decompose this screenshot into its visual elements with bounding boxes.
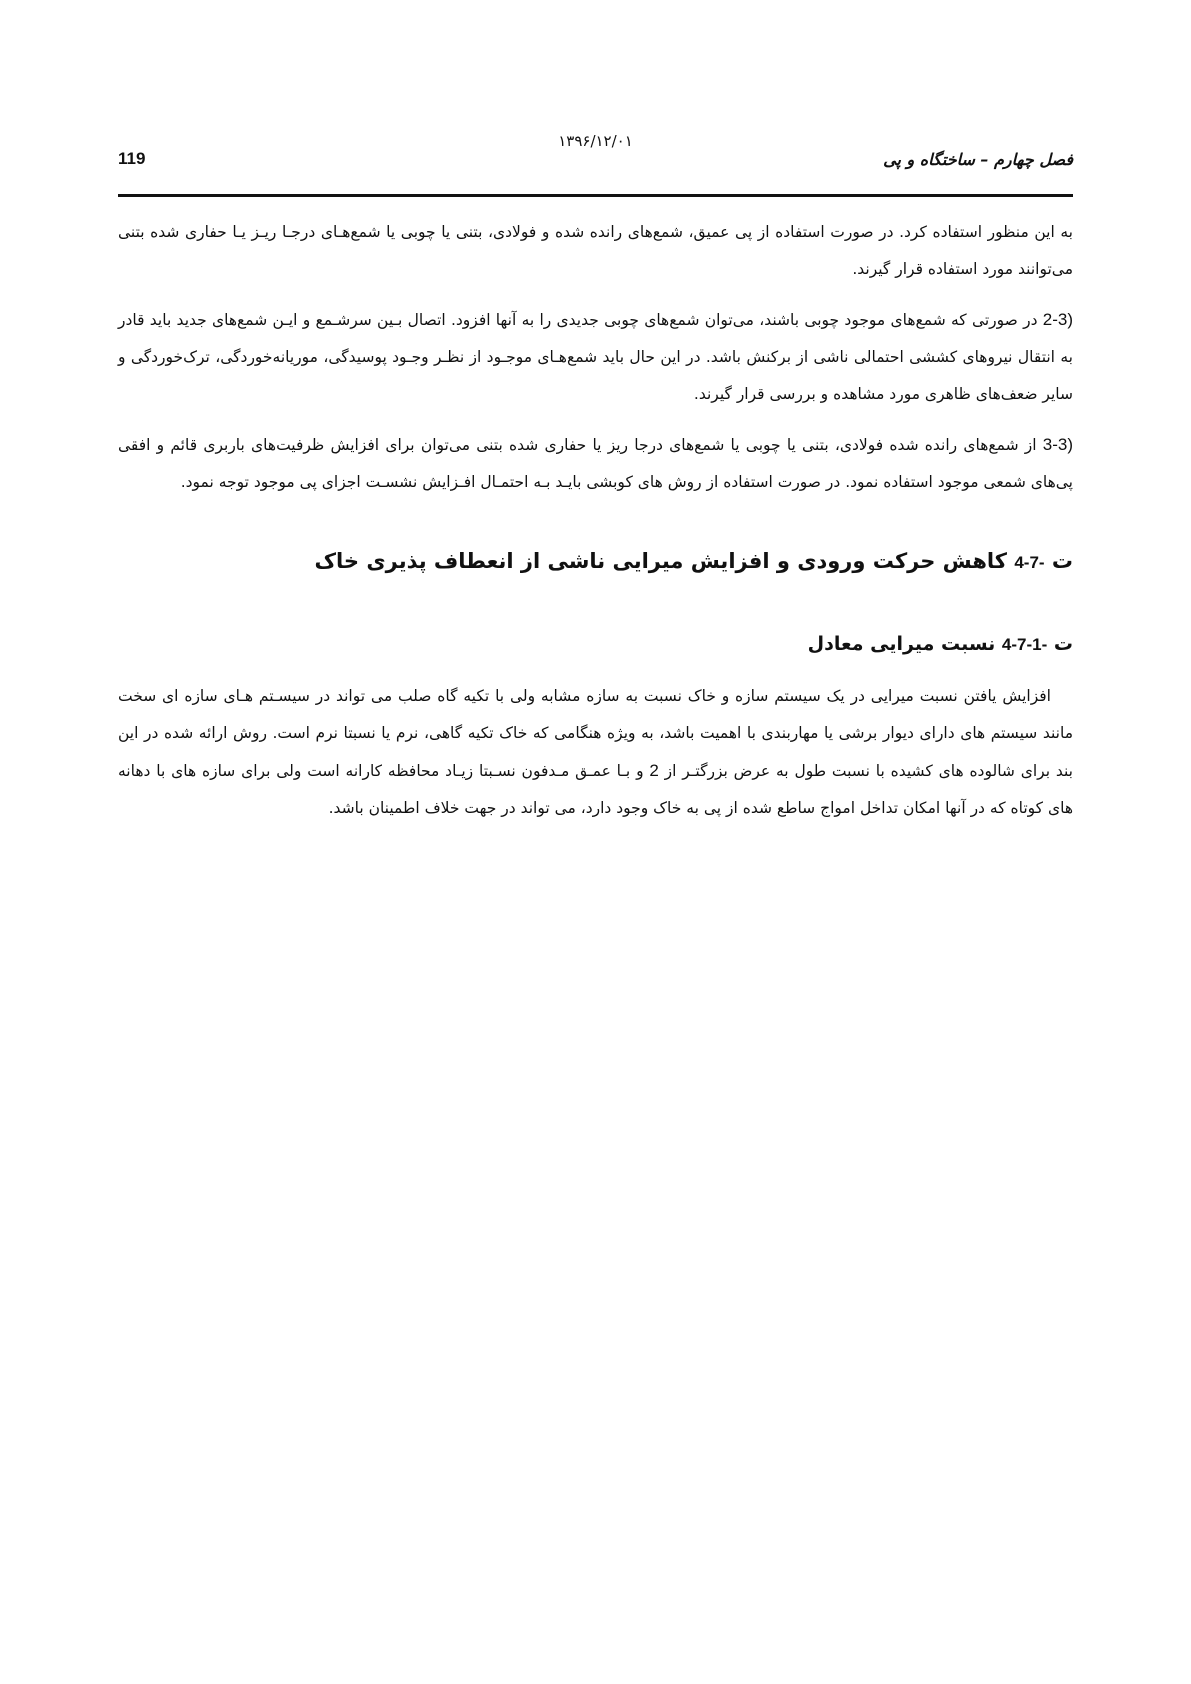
inline-number: 2 — [649, 761, 659, 780]
item-text: از شمع‌های رانده شده فولادی، بتنی یا چوبی یا شمع‌های درجا ریز یا حفاری شده بتنی می‌توان برای افزایش ظرفیت‌های باربری قائم و افقی پی‌های شمعی موجود استفاده نمود. در صورت استفاده از روش های کوبشی بایـد بـه احتمـال افـزایش نشسـت اجزای پی موجود توجه نمود. — [118, 436, 1073, 491]
item-number: 3-3) — [1042, 435, 1073, 454]
page-number: 119 — [118, 149, 146, 168]
section-heading — [118, 545, 1073, 579]
heading-prefix: ت — [1047, 633, 1073, 655]
heading-number: 4-7- — [1014, 553, 1045, 572]
header-divider — [118, 194, 1073, 197]
paragraph-item-2-3 — [118, 301, 1073, 413]
paragraph-text: و بـا عمـق مـدفون نسـبتا زیـاد محافظه کارانه است ولی برای سازه های با دهانه های کوتاه که در آنها امکان تداخل امواج ساطع شده از پی به خاک وجود دارد، می تواند در جهت خلاف اطمینان باشد. — [118, 762, 1073, 817]
header-date: ۱۳۹۶/۱۲/۰۱ — [558, 132, 633, 150]
heading-prefix: ت — [1044, 549, 1073, 573]
chapter-title: فصل چهارم – ساختگاه و پی — [883, 150, 1073, 169]
heading-number: 4-7-1- — [1001, 635, 1048, 654]
heading-text: نسبت میرایی معادل — [807, 633, 1002, 655]
paragraph-item-3-3 — [118, 426, 1073, 501]
heading-text: کاهش حرکت ورودی و افزایش میرایی ناشی از انعطاف پذیری خاک — [314, 549, 1015, 573]
paragraph-text: افزایش یافتن نسبت میرایی در یک سیستم سازه و خاک نسبت به سازه مشابه ولی با تکیه گاه صلب می تواند در سیسـتم هـای سازه ای سخت مانند سیستم های دارای دیوار برشی یا مهاربندی با اهمیت باشد، به ویژه هنگامی که خاک تکیه گاهی، نرم یا نسبتا نرم است. روش ارائه شده در این بند برای شالوده های کشیده با نسبت طول به عرض بزرگتـر از — [118, 687, 1073, 780]
page-body — [118, 214, 1073, 840]
paragraph-damping — [118, 678, 1073, 827]
item-number: 2-3) — [1042, 310, 1073, 329]
item-text: در صورتی که شمع‌های موجود چوبی باشند، می‌توان شمع‌های چوبی جدیدی را به آنها افزود. اتصال بـین سرشـمع و ایـن شمع‌های جدید باید قادر به انتقال نیروهای کششی احتمالی ناشی از برکنش باشد. در این حال باید شمع‌هـای موجـود از نظـر وجـود پوسیدگی، موریانه‌خوردگی، ترک‌خوردگی و سایر ضعف‌های ظاهری مورد مشاهده و بررسی قرار گیرند. — [118, 311, 1073, 403]
subsection-heading — [118, 629, 1073, 660]
paragraph-intro: به این منظور استفاده کرد. در صورت استفاده از پی عمیق، شمع‌های رانده شده و فولادی، بتنی یا چوبی یا شمع‌هـای درجـا ریـز یـا حفاری شده بتنی می‌توانند مورد استفاده قرار گیرند. — [118, 223, 1073, 278]
page-header — [118, 118, 1073, 174]
